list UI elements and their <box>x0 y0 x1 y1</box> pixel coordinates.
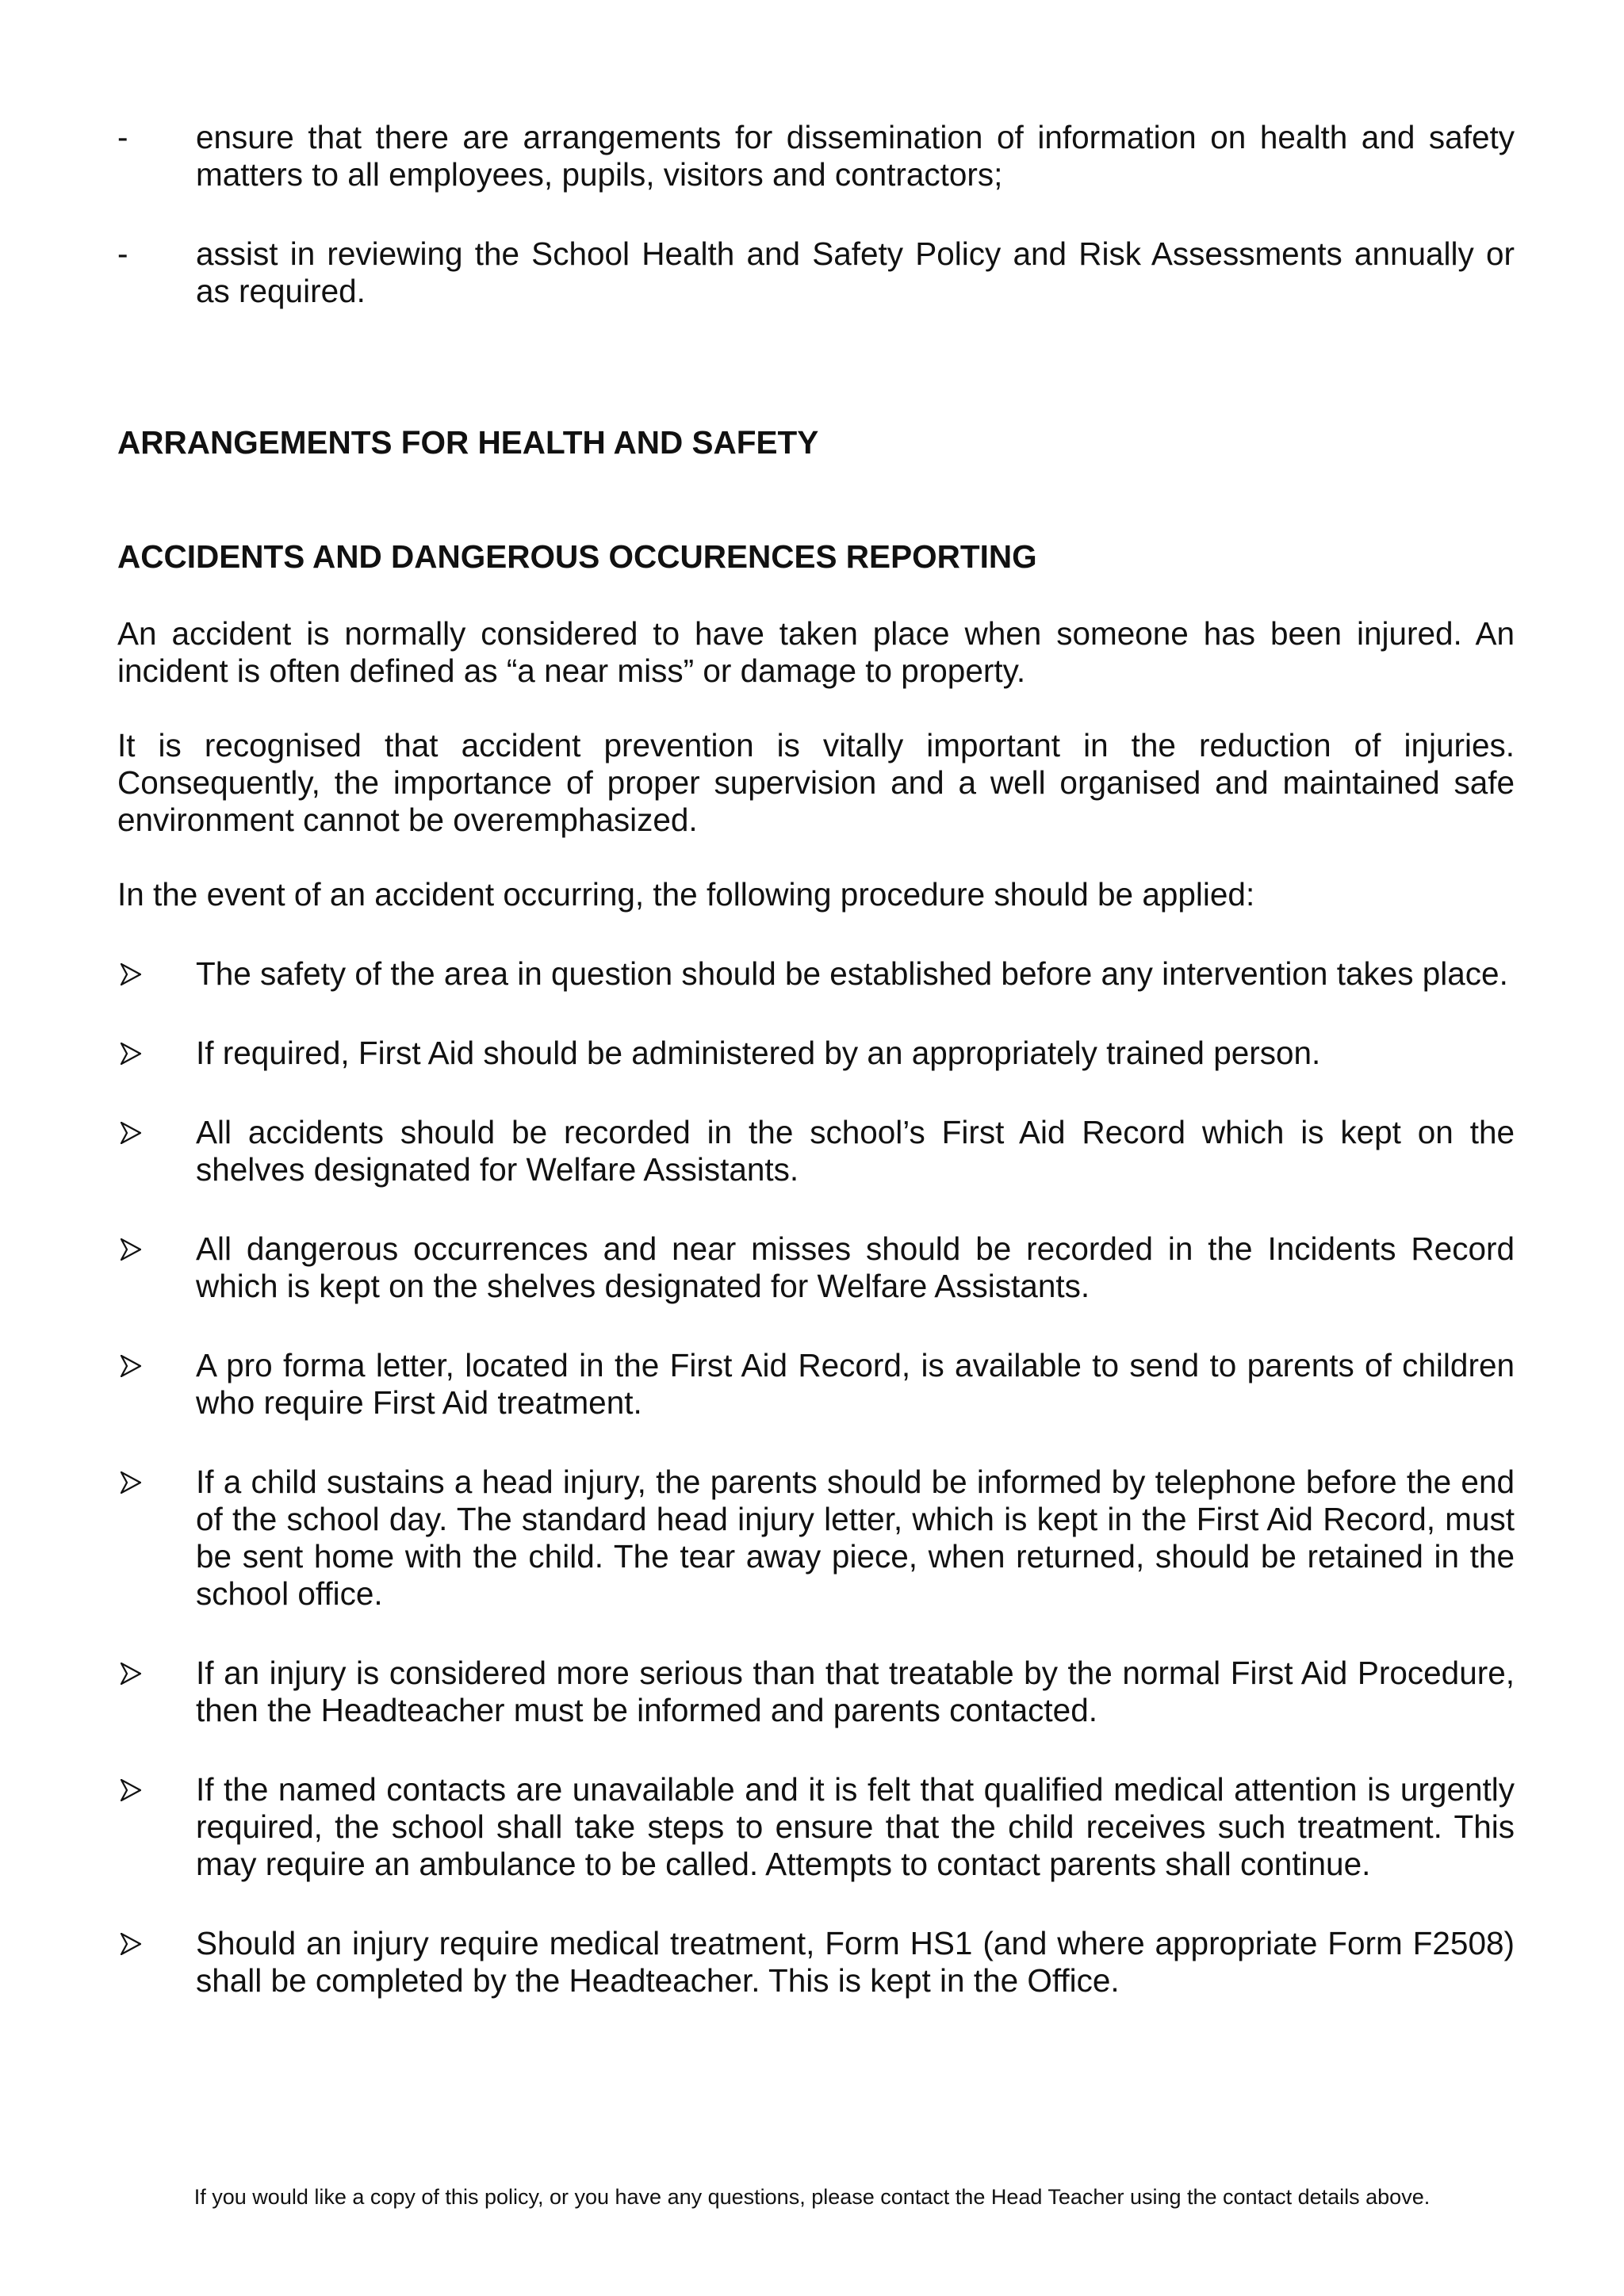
list-item <box>117 1347 1515 1422</box>
list-item-text: A pro forma letter, located in the First Aid Record, is available to send to parents of children who require First Aid treatment. <box>196 1347 1515 1421</box>
list-item-text: assist in reviewing the School Health and Safety Policy and Risk Assessments annually or as required. <box>196 235 1515 309</box>
list-item-text: All dangerous occurrences and near misses should be recorded in the Incidents Record which is kept on the shelves designated for Welfare Assistants. <box>196 1230 1515 1304</box>
list-item-text: ensure that there are arrangements for dissemination of information on health and safety matters to all employees, pupils, visitors and contractors; <box>196 119 1515 193</box>
list-item-text: If a child sustains a head injury, the parents should be informed by telephone before the end of the school day. The standard head injury letter, which is kept in the First Aid Record, must be sent home with the child. The tear away piece, when returned, should be retained in the school office. <box>196 1464 1515 1612</box>
list-item <box>117 955 1515 993</box>
arrowhead-bullet-icon <box>121 1779 141 1801</box>
list-item-text: The safety of the area in question should be established before any intervention takes place. <box>196 955 1508 992</box>
document-page <box>117 119 1515 1999</box>
arrowhead-bullet-icon <box>121 1663 141 1685</box>
list-item <box>117 1925 1515 1999</box>
list-item <box>117 1771 1515 1883</box>
list-item <box>117 1464 1515 1613</box>
list-item-text: If the named contacts are unavailable and it is felt that qualified medical attention is urgently required, the school shall take steps to ensure that the child receives such treatment. This may require an ambulance to be called. Attempts to contact parents shall continue. <box>196 1771 1515 1882</box>
paragraph: An accident is normally considered to have taken place when someone has been injured. An incident is often defined as “a near miss” or damage to property. <box>117 615 1515 689</box>
arrowhead-bullet-icon <box>121 963 141 985</box>
section-heading: ARRANGEMENTS FOR HEALTH AND SAFETY <box>117 424 819 461</box>
subsection-heading: ACCIDENTS AND DANGEROUS OCCURENCES REPORTING <box>117 538 1037 575</box>
arrowhead-bullet-icon <box>121 1238 141 1261</box>
arrowhead-bullet-icon <box>121 1933 141 1955</box>
list-item-text: If required, First Aid should be administered by an appropriately trained person. <box>196 1035 1321 1071</box>
arrowhead-bullet-icon <box>121 1122 141 1144</box>
list-item-text: All accidents should be recorded in the school’s First Aid Record which is kept on the shelves designated for Welfare Assistants. <box>196 1114 1515 1188</box>
list-item <box>117 1230 1515 1305</box>
paragraph: It is recognised that accident prevention is vitally important in the reduction of injuries. Consequently, the importance of proper supervision and a well organised and maintained safe environment cannot be overemphasized. <box>117 727 1515 838</box>
list-item <box>117 1114 1515 1188</box>
arrowhead-bullet-icon <box>121 1471 141 1494</box>
arrowhead-bullet-icon <box>121 1043 141 1065</box>
arrowhead-bullet-icon <box>121 1355 141 1377</box>
list-item <box>117 1035 1515 1072</box>
list-item <box>117 1655 1515 1729</box>
list-item-text: If an injury is considered more serious than that treatable by the normal First Aid Procedure, then the Headteacher must be informed and parents contacted. <box>196 1655 1515 1728</box>
dash-marker: - <box>117 235 128 272</box>
dash-marker: - <box>117 119 128 155</box>
paragraph: In the event of an accident occurring, the following procedure should be applied: <box>117 876 1255 913</box>
list-item <box>117 235 1515 310</box>
list-item <box>117 119 1515 193</box>
page-footer: If you would like a copy of this policy, or you have any questions, please contact the Head Teacher using the contact details above. <box>193 2185 1431 2209</box>
list-item-text: Should an injury require medical treatment, Form HS1 (and where appropriate Form F2508) shall be completed by the Headteacher. This is kept in the Office. <box>196 1925 1515 1999</box>
